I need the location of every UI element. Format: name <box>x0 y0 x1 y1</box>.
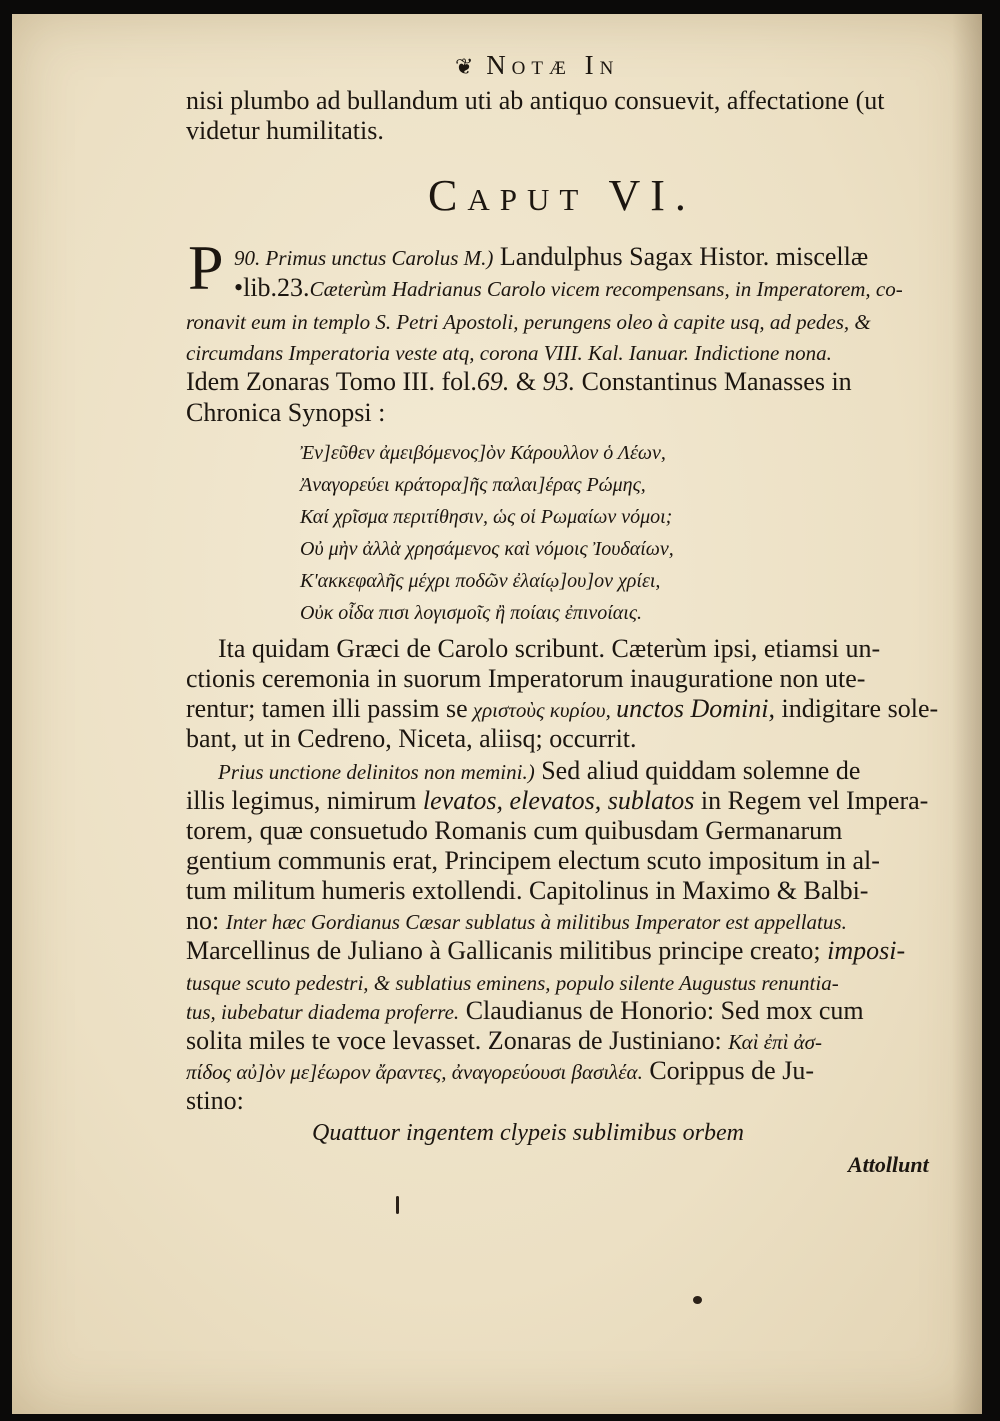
quotation-line: circumdans Imperatoria veste atq, corona VIII. Kal. Ianuar. Indictione nona. <box>186 341 832 365</box>
running-title: Notæ In <box>486 50 620 80</box>
text-line <box>234 273 903 304</box>
text-span: •lib.23. <box>234 273 310 302</box>
text-line <box>186 367 852 397</box>
text-span: Corippus de Ju- <box>642 1056 814 1085</box>
chapter-title: Caput VI. <box>428 171 696 220</box>
text-line <box>186 694 938 725</box>
text-line: bant, ut in Cedreno, Niceta, aliisq; occurrit. <box>186 724 637 753</box>
text-line <box>234 242 868 273</box>
greek-verse-line: Ἀναγορεύει κράτορα]ῆς παλαι]έρας Ρώμης, <box>300 474 646 496</box>
page-gutter-shadow <box>952 14 982 1414</box>
emphasis: unctos Domini, <box>616 694 775 723</box>
text-line: nisi plumbo ad bullandum uti ab antiquo consuevit, affectatione (ut <box>186 86 885 115</box>
greek-verse-line: Καί χρῖσμα περιτίθησιν, ὡς οἱ Ρωμαίων νόμοι; <box>300 506 673 528</box>
text-line <box>186 786 928 816</box>
text-line: gentium communis erat, Principem electum scuto impositum in al- <box>186 846 880 875</box>
text-line: Ita quidam Græci de Carolo scribunt. Cæterùm ipsi, etiamsi un- <box>218 634 881 663</box>
text-span: in Regem vel Impera- <box>694 786 929 815</box>
quotation: tus, iubebatur diadema proferre. <box>186 1000 460 1024</box>
text-span: Claudianus de Honorio: Sed mox cum <box>459 996 864 1025</box>
drop-cap: P <box>188 232 224 303</box>
text-span: no: <box>186 906 226 935</box>
quotation: imposi- <box>827 936 906 965</box>
ink-speck <box>693 1296 702 1304</box>
text-line: Chronica Synopsi : <box>186 398 386 427</box>
text-span: indigitare sole- <box>774 694 939 723</box>
text-line: videtur humilitatis. <box>186 116 384 145</box>
text-span: Constantinus Manasses in <box>575 367 852 396</box>
ink-speck <box>396 1196 399 1214</box>
text-span: Idem Zonaras Tomo III. fol. <box>186 367 477 396</box>
text-span: & <box>509 367 543 396</box>
fleuron-icon: ❦ <box>455 54 474 79</box>
text-line <box>186 1056 814 1087</box>
quotation-line: tusque scuto pedestri, & sublatius eminens, populo silente Augustus renuntia- <box>186 971 839 995</box>
greek-phrase: Καὶ ἐπὶ ἀσ- <box>728 1030 823 1054</box>
lemma: Prius unctione delinitos non memini.) <box>218 760 535 784</box>
text-line: ctionis ceremonia in suorum Imperatorum inauguratione non ute- <box>186 664 866 693</box>
text-line <box>186 1026 822 1057</box>
latin-verse-line: Quattuor ingentem clypeis sublimibus orbem <box>312 1120 744 1146</box>
text-span: Landulphus Sagax Histor. miscellæ <box>493 242 869 271</box>
text-line <box>186 936 905 966</box>
text-line: torem, quæ consuetudo Romanis cum quibusdam Germanarum <box>186 816 843 845</box>
greek-verse-line: Οὐκ οἶδα πισι λογισμοῖς ἢ ποίαις ἐπινοίαις. <box>300 602 642 624</box>
text-span: rentur; tamen illi passim se <box>186 694 468 723</box>
text-line <box>186 906 847 937</box>
text-span: Sed aliud quiddam solemne de <box>534 756 861 785</box>
quotation-line: ronavit eum in templo S. Petri Apostoli, perungens oleo à capite usq, ad pedes, & <box>186 310 871 334</box>
folio-number: 93. <box>542 367 576 396</box>
running-header <box>455 50 619 81</box>
emphasis: levatos, elevatos, sublatos <box>422 786 695 815</box>
folio-number: 69. <box>476 367 510 396</box>
lemma: 90. Primus unctus Carolus M.) <box>234 246 494 270</box>
text-line: tum militum humeris extollendi. Capitolinus in Maximo & Balbi- <box>186 876 869 905</box>
text-line <box>218 756 860 787</box>
text-line <box>186 996 864 1027</box>
quotation: Inter hæc Gordianus Cæsar sublatus à militibus Imperator est appellatus. <box>225 910 847 934</box>
greek-phrase: χριστοὺς κυρίου, <box>467 698 617 722</box>
text-span: illis legimus, nimirum <box>186 786 423 815</box>
greek-verse-line: Οὐ μὴν ἀλλὰ χρησάμενος καὶ νόμοις Ἰουδαίων, <box>300 538 674 560</box>
greek-verse-line: Κ'ακκεφαλῆς μέχρι ποδῶν ἐλαίῳ]ου]ον χρίει, <box>300 570 661 592</box>
greek-verse-line: Ἐν]εῦθεν ἀμειβόμενος]ὸν Κάρουλλον ὁ Λέων, <box>300 442 666 464</box>
quotation: Cæterùm Hadrianus Carolo vicem recompensans, in Imperatorem, co- <box>309 277 903 301</box>
text-span: solita miles te voce levasset. Zonaras de Justiniano: <box>186 1026 729 1055</box>
text-span: Marcellinus de Juliano à Gallicanis militibus principe creato; <box>186 936 828 965</box>
greek-phrase: πίδος αὐ]ὸν με]έωρον ἄραντες, ἀναγορεύουσι βασιλέα. <box>186 1060 643 1084</box>
text-line: stino: <box>186 1086 244 1115</box>
catchword: Attollunt <box>848 1152 929 1177</box>
